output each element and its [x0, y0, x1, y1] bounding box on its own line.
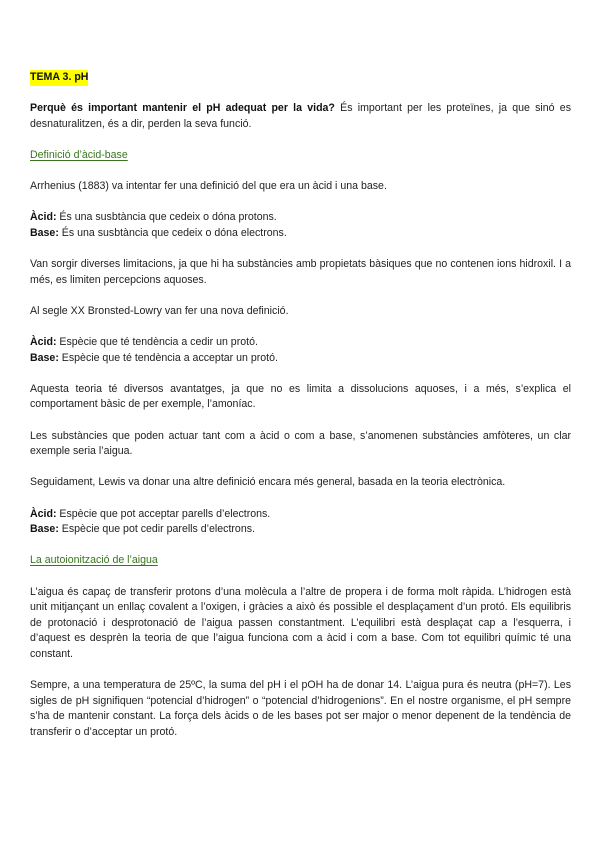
acid-label: Àcid: [30, 507, 57, 520]
arrhenius-acid-definition [30, 210, 571, 226]
arrhenius-base-definition [30, 226, 571, 242]
intro-question: Perquè és important mantenir el pH adequat per la vida? [30, 102, 335, 115]
lewis-paragraph: Seguidament, Lewis va donar una altre definició encara més general, basada en la teoria electrònica. [30, 476, 506, 489]
intro-answer: És important per les proteïnes, ja que sinó es desnaturalitzen, és a dir, perden la seva funció. [30, 102, 571, 130]
intro-paragraph [30, 101, 571, 132]
section-acid-base-heading: Definició d’àcid-base [30, 148, 128, 161]
bronsted-base-definition [30, 351, 571, 367]
acid-text: És una susbtància que cedeix o dóna protons. [56, 211, 277, 224]
bronsted-acid-definition [30, 335, 571, 351]
acid-label: Àcid: [30, 336, 57, 349]
autoionization-paragraph-1: L’aigua és capaç de transferir protons d’una molècula a l’altre de propera i de forma molt ràpida. L’hidrogen està unit mitjançant un enllaç covalent a l’oxigen, i gràcies a això és possible el desplaçament d’un protó. Els equilibris de protonació i desprotonació de l’aigua passen constantment. L’equilibri està desplaçat cap a l’esquerra, i d’aquest es desprèn la teoria de que l’aigua funciona com a àcid i com a base. Com tot equilibri químic té una constant. [30, 585, 571, 660]
acid-text: Espècie que té tendència a cedir un protó. [56, 336, 258, 349]
base-label: Base: [30, 523, 59, 536]
limitations-paragraph: Van sorgir diverses limitacions, ja que hi ha substàncies amb propietats bàsiques que no contenen ions hidroxil. I a més, es limiten percepcions aquoses. [30, 258, 571, 286]
base-text: Espècie que pot cedir parells d’electrons. [58, 523, 255, 536]
bronsted-paragraph: Al segle XX Bronsted-Lowry van fer una nova definició. [30, 304, 289, 317]
section-acid-base-heading-line [30, 148, 571, 164]
autoionization-paragraph-2: Sempre, a una temperatura de 25ºC, la suma del pH i el pOH ha de donar 14. L’aigua pura és neutra (pH=7). Les sigles de pH signifiquen “potencial d’hidrogen” o “potencial d’hidrogenions”. En el nostre organisme, el pH sempre s’ha de mantenir constant. La força dels àcids o de les bases pot ser major o menor depenent de la tendència de transferir o d’acceptar un protó. [30, 679, 571, 738]
base-label: Base: [30, 351, 59, 364]
section-autoionization-heading-line [30, 553, 571, 569]
advantages-paragraph: Aquesta teoria té diversos avantatges, ja que no es limita a dissolucions aquoses, i a més, s’explica el comportament bàsic de per exemple, l’amoníac. [30, 382, 571, 411]
lewis-acid-definition [30, 507, 571, 523]
base-text: Espècie que té tendència a acceptar un protó. [58, 351, 278, 364]
acid-label: Àcid: [30, 211, 57, 224]
base-text: És una susbtància que cedeix o dóna electrons. [58, 226, 287, 239]
section-autoionization-heading: La autoionització de l’aigua [30, 554, 158, 567]
amphoteric-paragraph: Les substàncies que poden actuar tant com a àcid o com a base, s’anomenen substàncies amfòteres, un clar exemple seria l’aigua. [30, 429, 571, 458]
acid-text: Espècie que pot acceptar parells d’electrons. [56, 507, 271, 520]
base-label: Base: [30, 226, 59, 239]
page-title: TEMA 3. pH [30, 70, 88, 86]
title-line [30, 70, 571, 86]
arrhenius-paragraph: Arrhenius (1883) va intentar fer una definició del que era un àcid i una base. [30, 180, 387, 193]
lewis-base-definition [30, 522, 571, 538]
document-page [30, 70, 571, 741]
